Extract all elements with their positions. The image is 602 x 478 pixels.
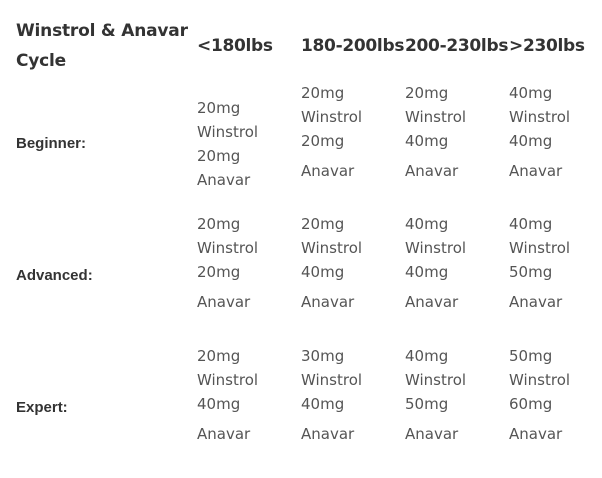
- anavar-dose: 20mg: [301, 132, 345, 150]
- anavar-dose: 60mg: [509, 395, 553, 413]
- anavar-label: Anavar: [301, 162, 355, 180]
- winstrol-dose: 20mg: [301, 84, 345, 102]
- winstrol-label: Winstrol: [197, 371, 259, 389]
- cell-expert-200-230: [405, 344, 505, 446]
- winstrol-label: Winstrol: [509, 108, 571, 126]
- anavar-dose: 20mg: [197, 147, 241, 165]
- anavar-label: Anavar: [197, 171, 251, 189]
- anavar-label: Anavar: [301, 293, 355, 311]
- table-title: Winstrol & Anavar Cycle: [16, 21, 188, 71]
- anavar-label: Anavar: [509, 293, 563, 311]
- anavar-dose: 50mg: [509, 263, 553, 281]
- winstrol-label: Winstrol: [405, 239, 467, 257]
- winstrol-label: Winstrol: [509, 239, 571, 257]
- cell-advanced-180-200: [301, 212, 401, 314]
- winstrol-dose: 20mg: [197, 215, 241, 233]
- winstrol-dose: 40mg: [509, 84, 553, 102]
- cell-beginner-under-180: [197, 96, 297, 192]
- winstrol-label: Winstrol: [405, 371, 467, 389]
- anavar-dose: 40mg: [405, 132, 449, 150]
- anavar-dose: 40mg: [509, 132, 553, 150]
- column-header-over-230: >230lbs: [509, 36, 585, 56]
- anavar-label: Anavar: [405, 162, 459, 180]
- column-header-180-200: 180-200lbs: [301, 36, 405, 56]
- winstrol-dose: 20mg: [197, 99, 241, 117]
- winstrol-dose: 20mg: [301, 215, 345, 233]
- anavar-label: Anavar: [509, 425, 563, 443]
- winstrol-label: Winstrol: [301, 108, 363, 126]
- anavar-label: Anavar: [301, 425, 355, 443]
- winstrol-dose: 30mg: [301, 347, 345, 365]
- anavar-dose: 40mg: [405, 263, 449, 281]
- cell-expert-over-230: [509, 344, 602, 446]
- anavar-label: Anavar: [405, 425, 459, 443]
- winstrol-dose: 40mg: [405, 215, 449, 233]
- cell-advanced-under-180: [197, 212, 297, 314]
- winstrol-label: Winstrol: [301, 239, 363, 257]
- cell-expert-under-180: [197, 344, 297, 446]
- cell-beginner-over-230: [509, 81, 602, 183]
- anavar-label: Anavar: [509, 162, 563, 180]
- winstrol-label: Winstrol: [509, 371, 571, 389]
- anavar-label: Anavar: [197, 293, 251, 311]
- anavar-label: Anavar: [197, 425, 251, 443]
- column-header-under-180: <180lbs: [197, 36, 273, 56]
- column-header-200-230: 200-230lbs: [405, 36, 509, 56]
- winstrol-label: Winstrol: [405, 108, 467, 126]
- anavar-dose: 50mg: [405, 395, 449, 413]
- cell-expert-180-200: [301, 344, 401, 446]
- winstrol-dose: 40mg: [405, 347, 449, 365]
- winstrol-label: Winstrol: [301, 371, 363, 389]
- winstrol-label: Winstrol: [197, 239, 259, 257]
- cell-beginner-200-230: [405, 81, 505, 183]
- anavar-dose: 40mg: [301, 395, 345, 413]
- cell-advanced-200-230: [405, 212, 505, 314]
- cell-beginner-180-200: [301, 81, 401, 183]
- winstrol-dose: 20mg: [197, 347, 241, 365]
- winstrol-dose: 50mg: [509, 347, 553, 365]
- row-label-beginner: Beginner:: [16, 135, 87, 152]
- anavar-dose: 40mg: [197, 395, 241, 413]
- row-label-expert: Expert:: [16, 399, 68, 416]
- anavar-label: Anavar: [405, 293, 459, 311]
- cell-advanced-over-230: [509, 212, 602, 314]
- anavar-dose: 20mg: [197, 263, 241, 281]
- row-label-advanced: Advanced:: [16, 267, 93, 284]
- anavar-dose: 40mg: [301, 263, 345, 281]
- winstrol-label: Winstrol: [197, 123, 259, 141]
- winstrol-dose: 40mg: [509, 215, 553, 233]
- winstrol-dose: 20mg: [405, 84, 449, 102]
